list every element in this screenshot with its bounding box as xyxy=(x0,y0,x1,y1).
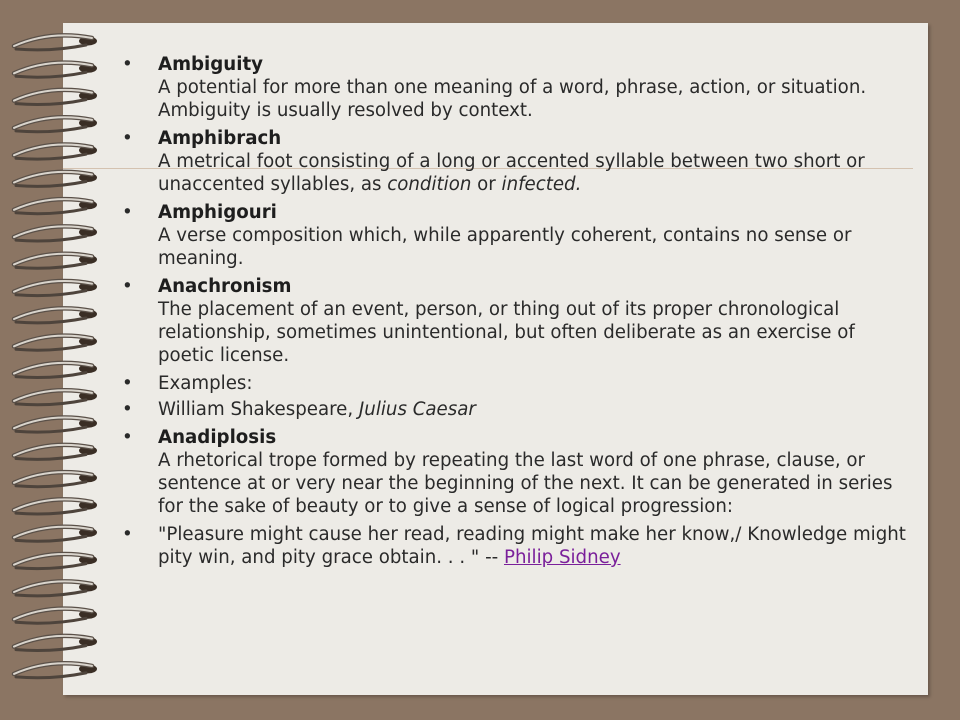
binding-ring xyxy=(14,254,97,269)
list-item-amphibrach xyxy=(120,127,910,196)
binding-ring xyxy=(14,35,97,50)
list-item-example-source xyxy=(120,398,910,421)
binding-ring xyxy=(14,472,97,487)
bullet: • xyxy=(122,399,133,420)
term-definition: The placement of an event, person, or thing out of its proper chronological relationship, sometimes unintentional, but often deliberate as an exercise of poetic license. xyxy=(158,299,855,366)
examples-label: Examples: xyxy=(158,373,253,394)
binding-ring xyxy=(14,663,97,678)
term-heading: Amphigouri xyxy=(158,202,277,223)
bullet: • xyxy=(122,128,133,149)
spiral-binding xyxy=(0,0,110,720)
example-word: condition xyxy=(387,174,472,195)
list-item-anachronism xyxy=(120,275,910,367)
binding-ring xyxy=(14,418,97,433)
bullet: • xyxy=(122,202,133,223)
glossary-list xyxy=(120,53,910,574)
binding-ring xyxy=(14,499,97,514)
bullet: • xyxy=(122,427,133,448)
example-word: infected. xyxy=(501,174,582,195)
binding-ring xyxy=(14,390,97,405)
binding-ring xyxy=(14,63,97,78)
bullet: • xyxy=(122,373,133,394)
example-title: Julius Caesar xyxy=(358,399,476,420)
term-definition: A potential for more than one meaning of a word, phrase, action, or situation. Ambiguity is usually resolved by context. xyxy=(158,77,867,121)
binding-ring xyxy=(14,581,97,596)
binding-ring xyxy=(14,609,97,624)
definition-text: or xyxy=(471,174,502,195)
binding-ring xyxy=(14,117,97,132)
bullet: • xyxy=(122,276,133,297)
binding-ring xyxy=(14,226,97,241)
author-link[interactable]: Philip Sidney xyxy=(503,547,621,568)
term-heading: Anachronism xyxy=(158,276,292,297)
bullet: • xyxy=(122,524,133,545)
bullet: • xyxy=(122,54,133,75)
term-definition: A verse composition which, while apparently coherent, contains no sense or meaning. xyxy=(158,225,852,269)
binding-ring xyxy=(14,90,97,105)
definition-text: A metrical foot consisting of a long or accented syllable between two short or unaccented syllables, as xyxy=(158,151,865,195)
example-author: William Shakespeare, xyxy=(158,399,359,420)
list-item-quote xyxy=(120,523,910,569)
term-definition xyxy=(158,150,910,196)
term-definition: A rhetorical trope formed by repeating the last word of one phrase, clause, or sentence at or very near the beginning of the next. It can be generated in series for the sake of beauty or to give a sense of logical progression: xyxy=(158,450,893,517)
binding-ring xyxy=(14,554,97,569)
binding-ring xyxy=(14,527,97,542)
binding-ring xyxy=(14,363,97,378)
binding-ring xyxy=(14,145,97,160)
binding-ring xyxy=(14,308,97,323)
binding-ring xyxy=(14,281,97,296)
binding-ring xyxy=(14,636,97,651)
binding-ring xyxy=(14,199,97,214)
list-item-anadiplosis xyxy=(120,426,910,518)
binding-ring xyxy=(14,336,97,351)
list-item-examples xyxy=(120,372,910,395)
quote-text: "Pleasure might cause her read, reading might make her know,/ Knowledge might pity win, and pity grace obtain. . . " -- xyxy=(158,524,906,568)
term-heading: Amphibrach xyxy=(158,128,282,149)
list-item-amphigouri xyxy=(120,201,910,270)
binding-ring xyxy=(14,445,97,460)
list-item-ambiguity xyxy=(120,53,910,122)
binding-ring xyxy=(14,172,97,187)
term-heading: Ambiguity xyxy=(158,54,264,75)
term-heading: Anadiplosis xyxy=(158,427,277,448)
